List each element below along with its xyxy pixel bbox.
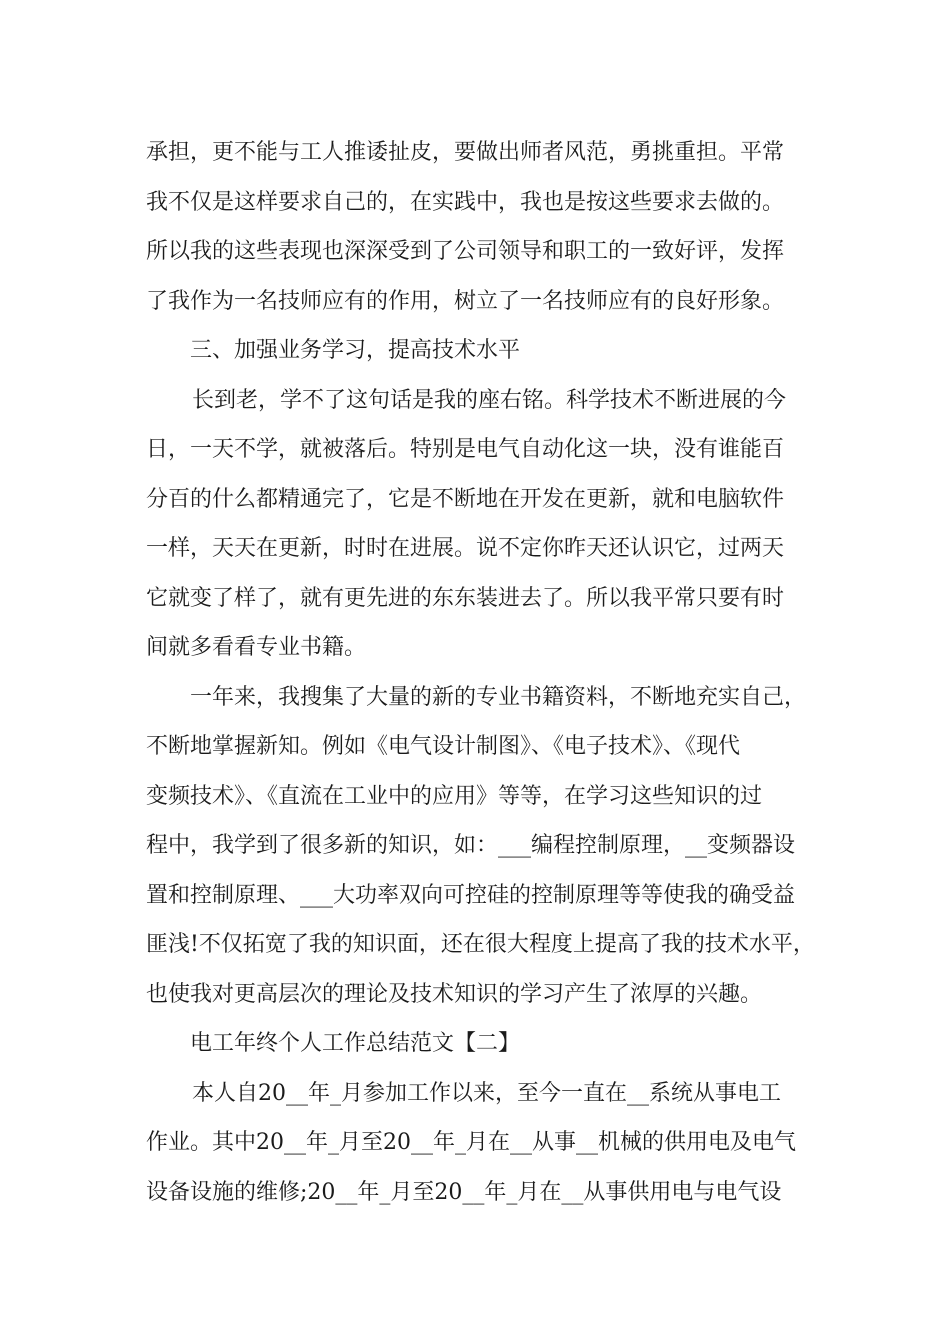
- text-line: 置和控制原理、___大功率双向可控硅的控制原理等等使我的确受益: [146, 882, 796, 908]
- text-line: 我不仅是这样要求自己的，在实践中，我也是按这些要求去做的。: [146, 189, 785, 215]
- text-line: 了我作为一名技师应有的作用，树立了一名技师应有的良好形象。: [146, 288, 785, 314]
- text-line: 所以我的这些表现也深深受到了公司领导和职工的一致好评，发挥: [146, 239, 785, 264]
- paragraph-start-line: 本人自20__年_月参加工作以来，至今一直在__系统从事电工: [192, 1080, 781, 1106]
- text-line: 程中，我学到了很多新的知识，如：___编程控制原理，__变频器设: [146, 833, 796, 858]
- text-line: 不断地掌握新知。例如《电气设计制图》、《电子技术》、《现代: [146, 734, 741, 759]
- text-line: 作业。其中20__年_月至20__年_月在__从事__机械的供用电及电气: [146, 1130, 796, 1155]
- text-line: 间就多看看专业书籍。: [146, 635, 367, 660]
- text-line: 分百的什么都精通完了，它是不断地在开发在更新，就和电脑软件: [146, 486, 785, 512]
- text-line: 设备设施的维修;20__年_月至20__年_月在__从事供用电与电气设: [146, 1179, 782, 1205]
- section-heading: 电工年终个人工作总结范文【二】: [190, 1031, 521, 1056]
- document-body: [146, 128, 826, 1217]
- text-line: 变频技术》、《直流在工业中的应用》等等，在学习这些知识的过: [146, 783, 763, 809]
- text-line: 也使我对更高层次的理论及技术知识的学习产生了浓厚的兴趣。: [146, 981, 763, 1007]
- text-line: 匪浅!不仅拓宽了我的知识面，还在很大程度上提高了我的技术水平，: [146, 932, 815, 957]
- paragraph-start-line: 长到老，学不了这句话是我的座右铭。科学技术不断进展的今: [192, 387, 787, 413]
- text-line: 承担，更不能与工人推诿扯皮，要做出师者风范，勇挑重担。平常: [146, 140, 785, 165]
- section-heading: 三、加强业务学习，提高技术水平: [190, 338, 521, 363]
- text-line: 日，一天不学，就被落后。特别是电气自动化这一块，没有谁能百: [146, 437, 785, 462]
- paragraph-start-line: 一年来，我搜集了大量的新的专业书籍资料，不断地充实自己，: [190, 684, 807, 710]
- text-line: 它就变了样了，就有更先进的东东装进去了。所以我平常只要有时: [146, 585, 785, 611]
- text-line: 一样，天天在更新，时时在进展。说不定你昨天还认识它，过两天: [146, 536, 785, 561]
